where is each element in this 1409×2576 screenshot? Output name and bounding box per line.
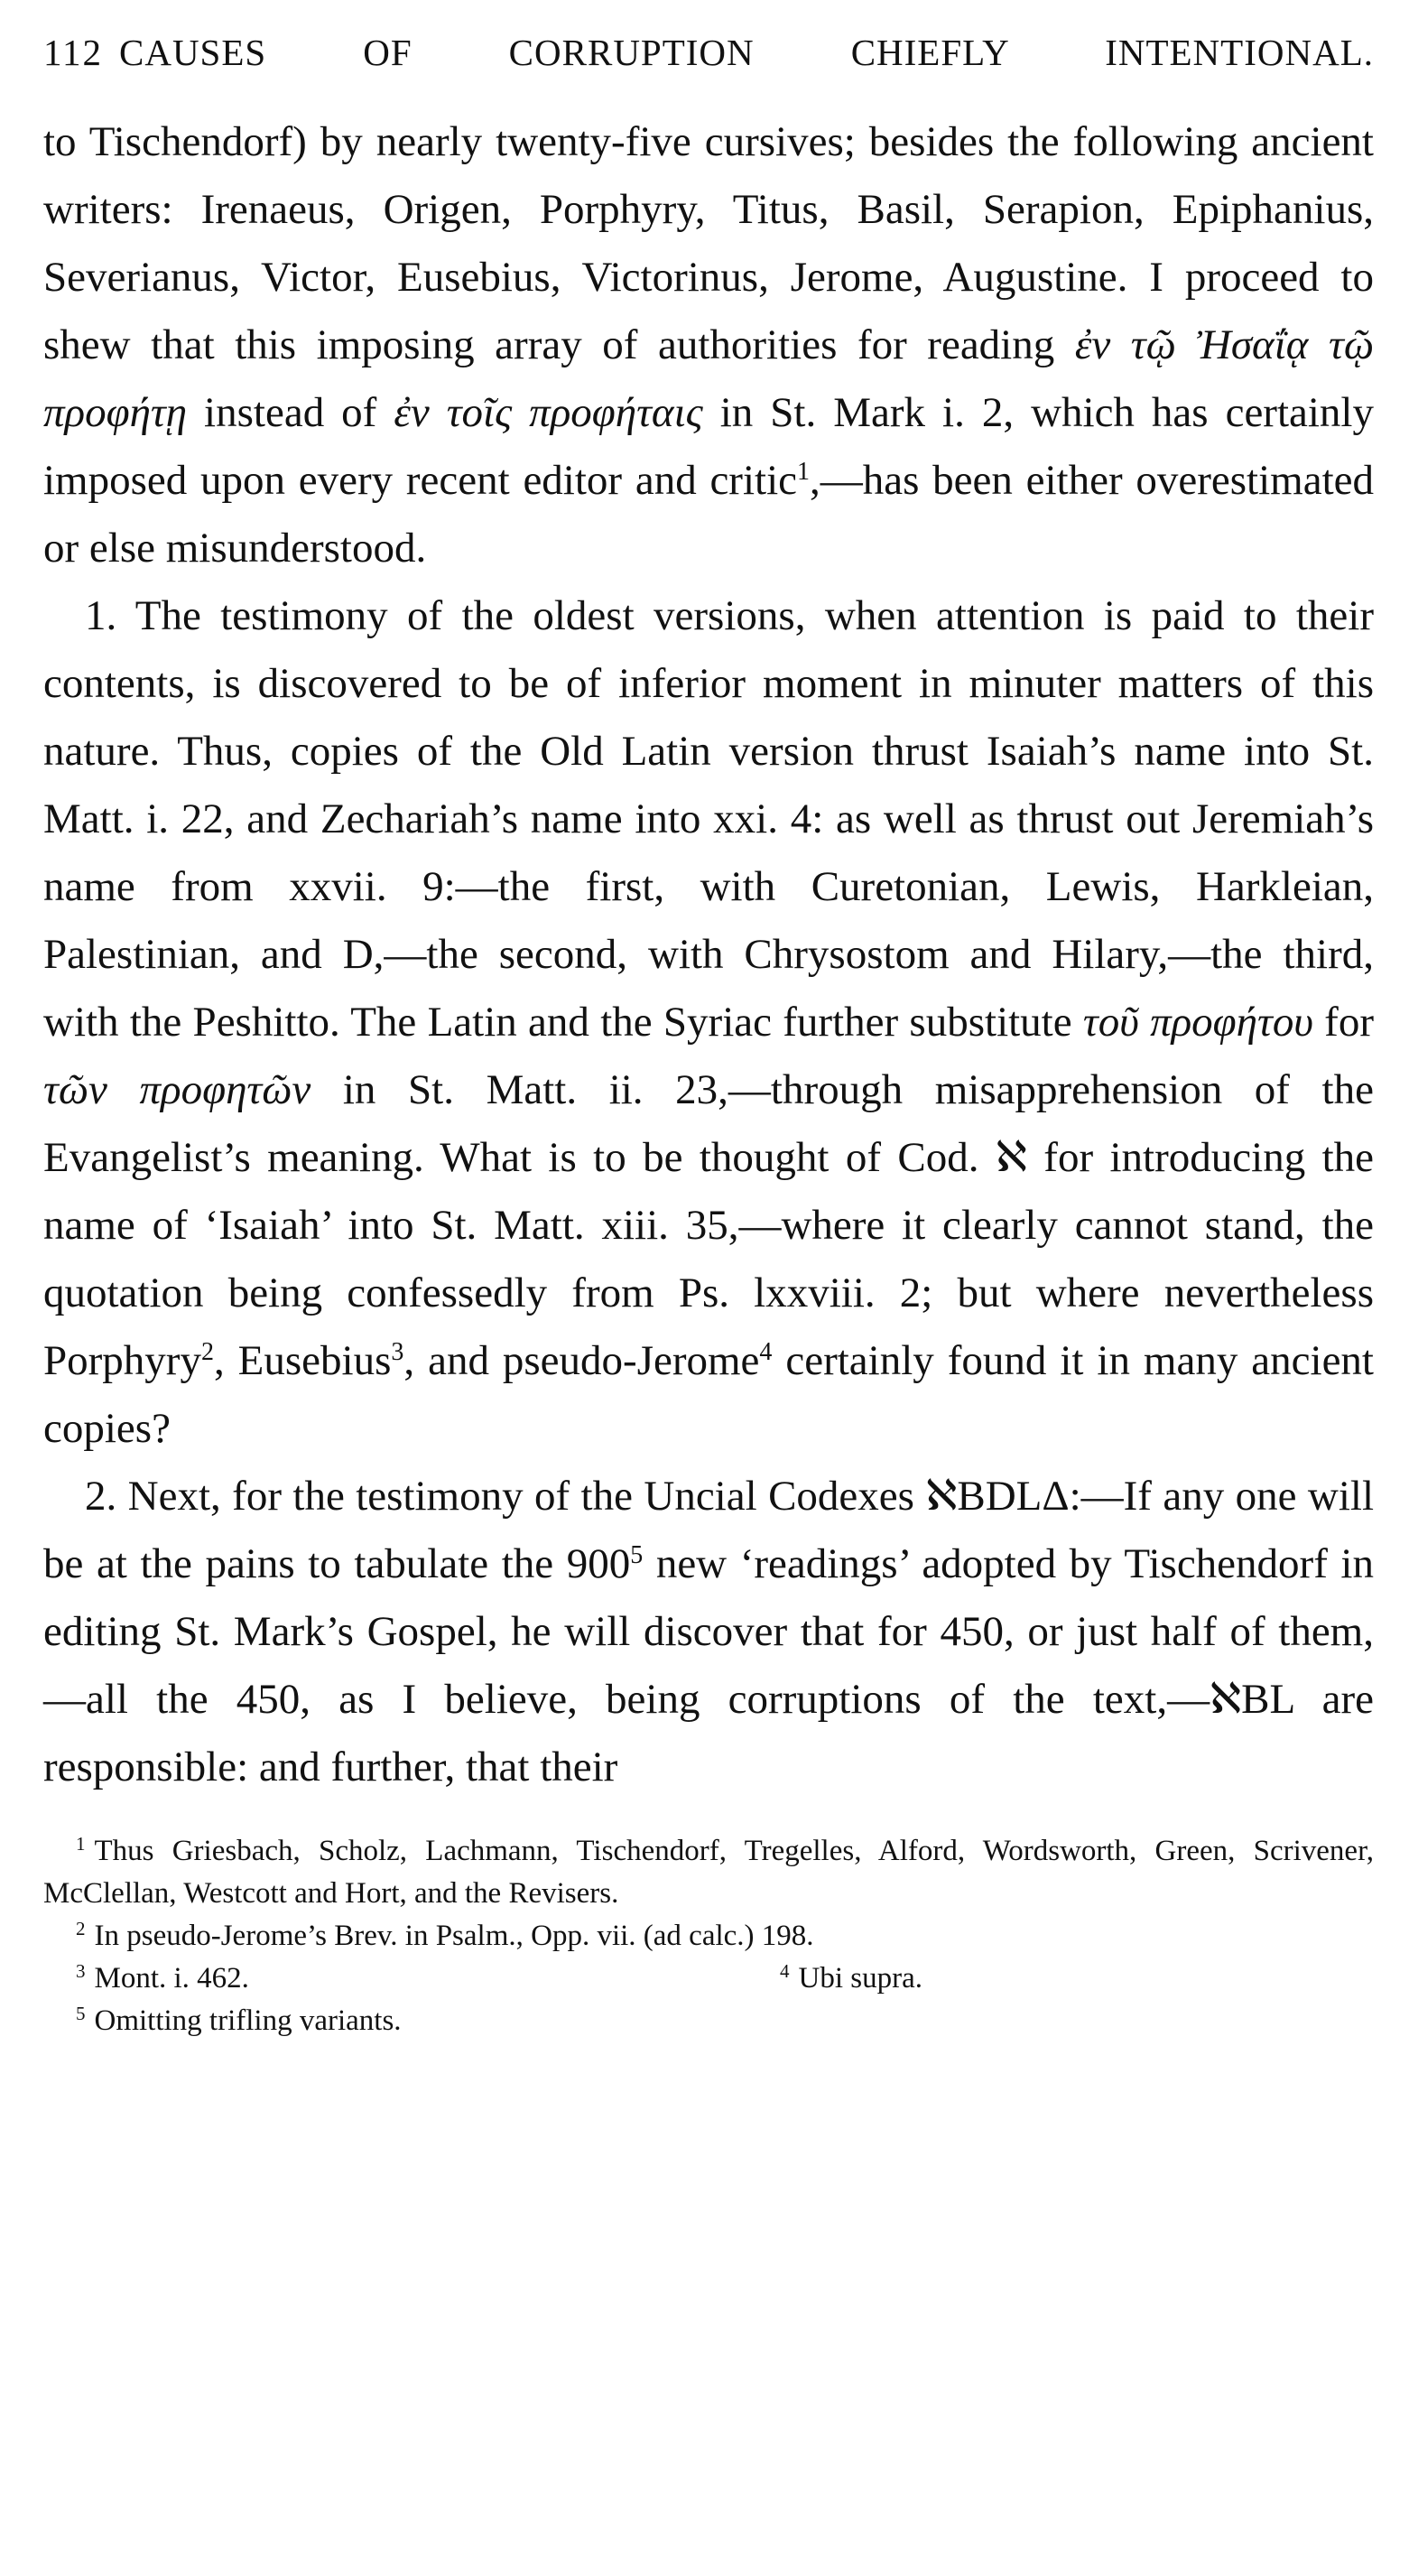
running-title: CAUSES OF CORRUPTION CHIEFLY INTENTIONAL. <box>118 32 1374 73</box>
text-run: , Eusebius <box>213 1337 392 1384</box>
text-run: new ‘readings’ adopted by Tischendorf in editing St. Mark’s Gospel, he will discover that for 450, or just half of them,—all the 450, as I believe, being corruptions of the text,—ℵBL are responsible: and further, that their <box>43 1540 1374 1790</box>
footnote-ref-5[interactable]: 5 <box>630 1541 644 1569</box>
book-page <box>43 18 1374 2042</box>
running-head <box>43 18 1374 87</box>
page-number: 112 <box>43 32 103 73</box>
text-run: , and pseudo-Jerome <box>403 1337 760 1384</box>
footnote-4 <box>780 1958 922 2000</box>
footnote-ref-1[interactable]: 1 <box>797 458 810 486</box>
text-run: 2. Next, for the testimony of the Uncial Codexes ℵBDLΔ:—If any one will be at the pains to tabulate the 900 <box>43 1473 1374 1587</box>
footnote-text: Ubi supra. <box>798 1962 922 1995</box>
text-run: in St. Matt. ii. 23,—through misapprehension of the Evangelist’s meaning. What is to be thought of Cod. ℵ for introducing the name of ‘Isaiah’ into St. Matt. xiii. 35,—where it clearly cannot stand, the quotation being confessedly from Ps. lxxviii. 2; but where nevertheless Porphyry <box>43 1066 1374 1384</box>
text-run: in St. Mark i. 2, which has certainly imposed upon every recent editor and critic <box>43 389 1374 504</box>
footnote-ref-3[interactable]: 3 <box>391 1338 404 1366</box>
greek-phrase: τοῦ προφήτου <box>1082 999 1313 1046</box>
footnote-row-3-4 <box>43 1958 1374 2000</box>
footnote-mark: 1 <box>76 1833 86 1855</box>
footnote-mark: 3 <box>76 1960 86 1982</box>
footnote-mark: 5 <box>76 2003 86 2024</box>
text-run: instead of <box>187 389 394 436</box>
text-run: 1. The testimony of the oldest versions, when attention is paid to their contents, is discovered to be of inferior moment in minuter matters of this nature. Thus, copies of the Old Latin version thrust Isaiah’s name into St. Matt. i. 22, and Zechariah’s name into xxi. 4: as well as thrust out Jeremiah’s name from xxvii. 9:—the first, with Curetonian, Lewis, Harkleian, Palestinian, and D,—the second, with Chrysostom and Hilary,—the third, with the Peshitto. The Latin and the Syriac further substitute <box>43 592 1374 1046</box>
footnote-text: In pseudo-Jerome’s Brev. in Psalm., Opp. vii. (ad calc.) 198. <box>94 1920 814 1952</box>
text-run: to Tischendorf) by nearly twenty-five cursives; besides the following ancient writers: Irenaeus, Origen, Porphyry, Titus, Basil, Serapion, Epiphanius, Severianus, Victor, Eusebius, Victorinus, Jerome, Augustine. I proceed to shew that this imposing array of authorities for reading <box>43 118 1374 368</box>
body-text <box>43 108 1374 1801</box>
footnote-ref-2[interactable]: 2 <box>200 1338 214 1366</box>
footnote-3 <box>76 1958 780 2000</box>
text-run: certainly found it in many ancient copies? <box>43 1337 1374 1452</box>
footnote-mark: 2 <box>76 1918 86 1939</box>
footnote-mark: 4 <box>780 1960 790 1982</box>
footnotes <box>43 1830 1374 2042</box>
footnote-2 <box>43 1915 1374 1958</box>
footnote-ref-4[interactable]: 4 <box>759 1338 773 1366</box>
paragraph-uncials <box>43 1463 1374 1801</box>
greek-phrase: τῶν προφητῶν <box>43 1066 311 1113</box>
greek-phrase: ἐν τοῖς προφήταις <box>394 389 703 436</box>
footnote-5 <box>43 2000 1374 2042</box>
text-run: for <box>1312 999 1374 1046</box>
greek-phrase: ἐν τῷ Ἠσαΐᾳ τῷ προφήτῃ <box>43 321 1374 436</box>
paragraph-versions <box>43 582 1374 1463</box>
footnote-text: Omitting trifling variants. <box>94 2004 402 2037</box>
footnote-text: Thus Griesbach, Scholz, Lachmann, Tischendorf, Tregelles, Alford, Wordsworth, Green, Scrivener, McClellan, Westcott and Hort, and the Revisers. <box>43 1835 1374 1910</box>
paragraph-continued <box>43 108 1374 582</box>
footnote-1 <box>43 1830 1374 1915</box>
footnote-text: Mont. i. 462. <box>94 1962 249 1995</box>
text-run: ,—has been either overestimated or else misunderstood. <box>43 457 1374 572</box>
